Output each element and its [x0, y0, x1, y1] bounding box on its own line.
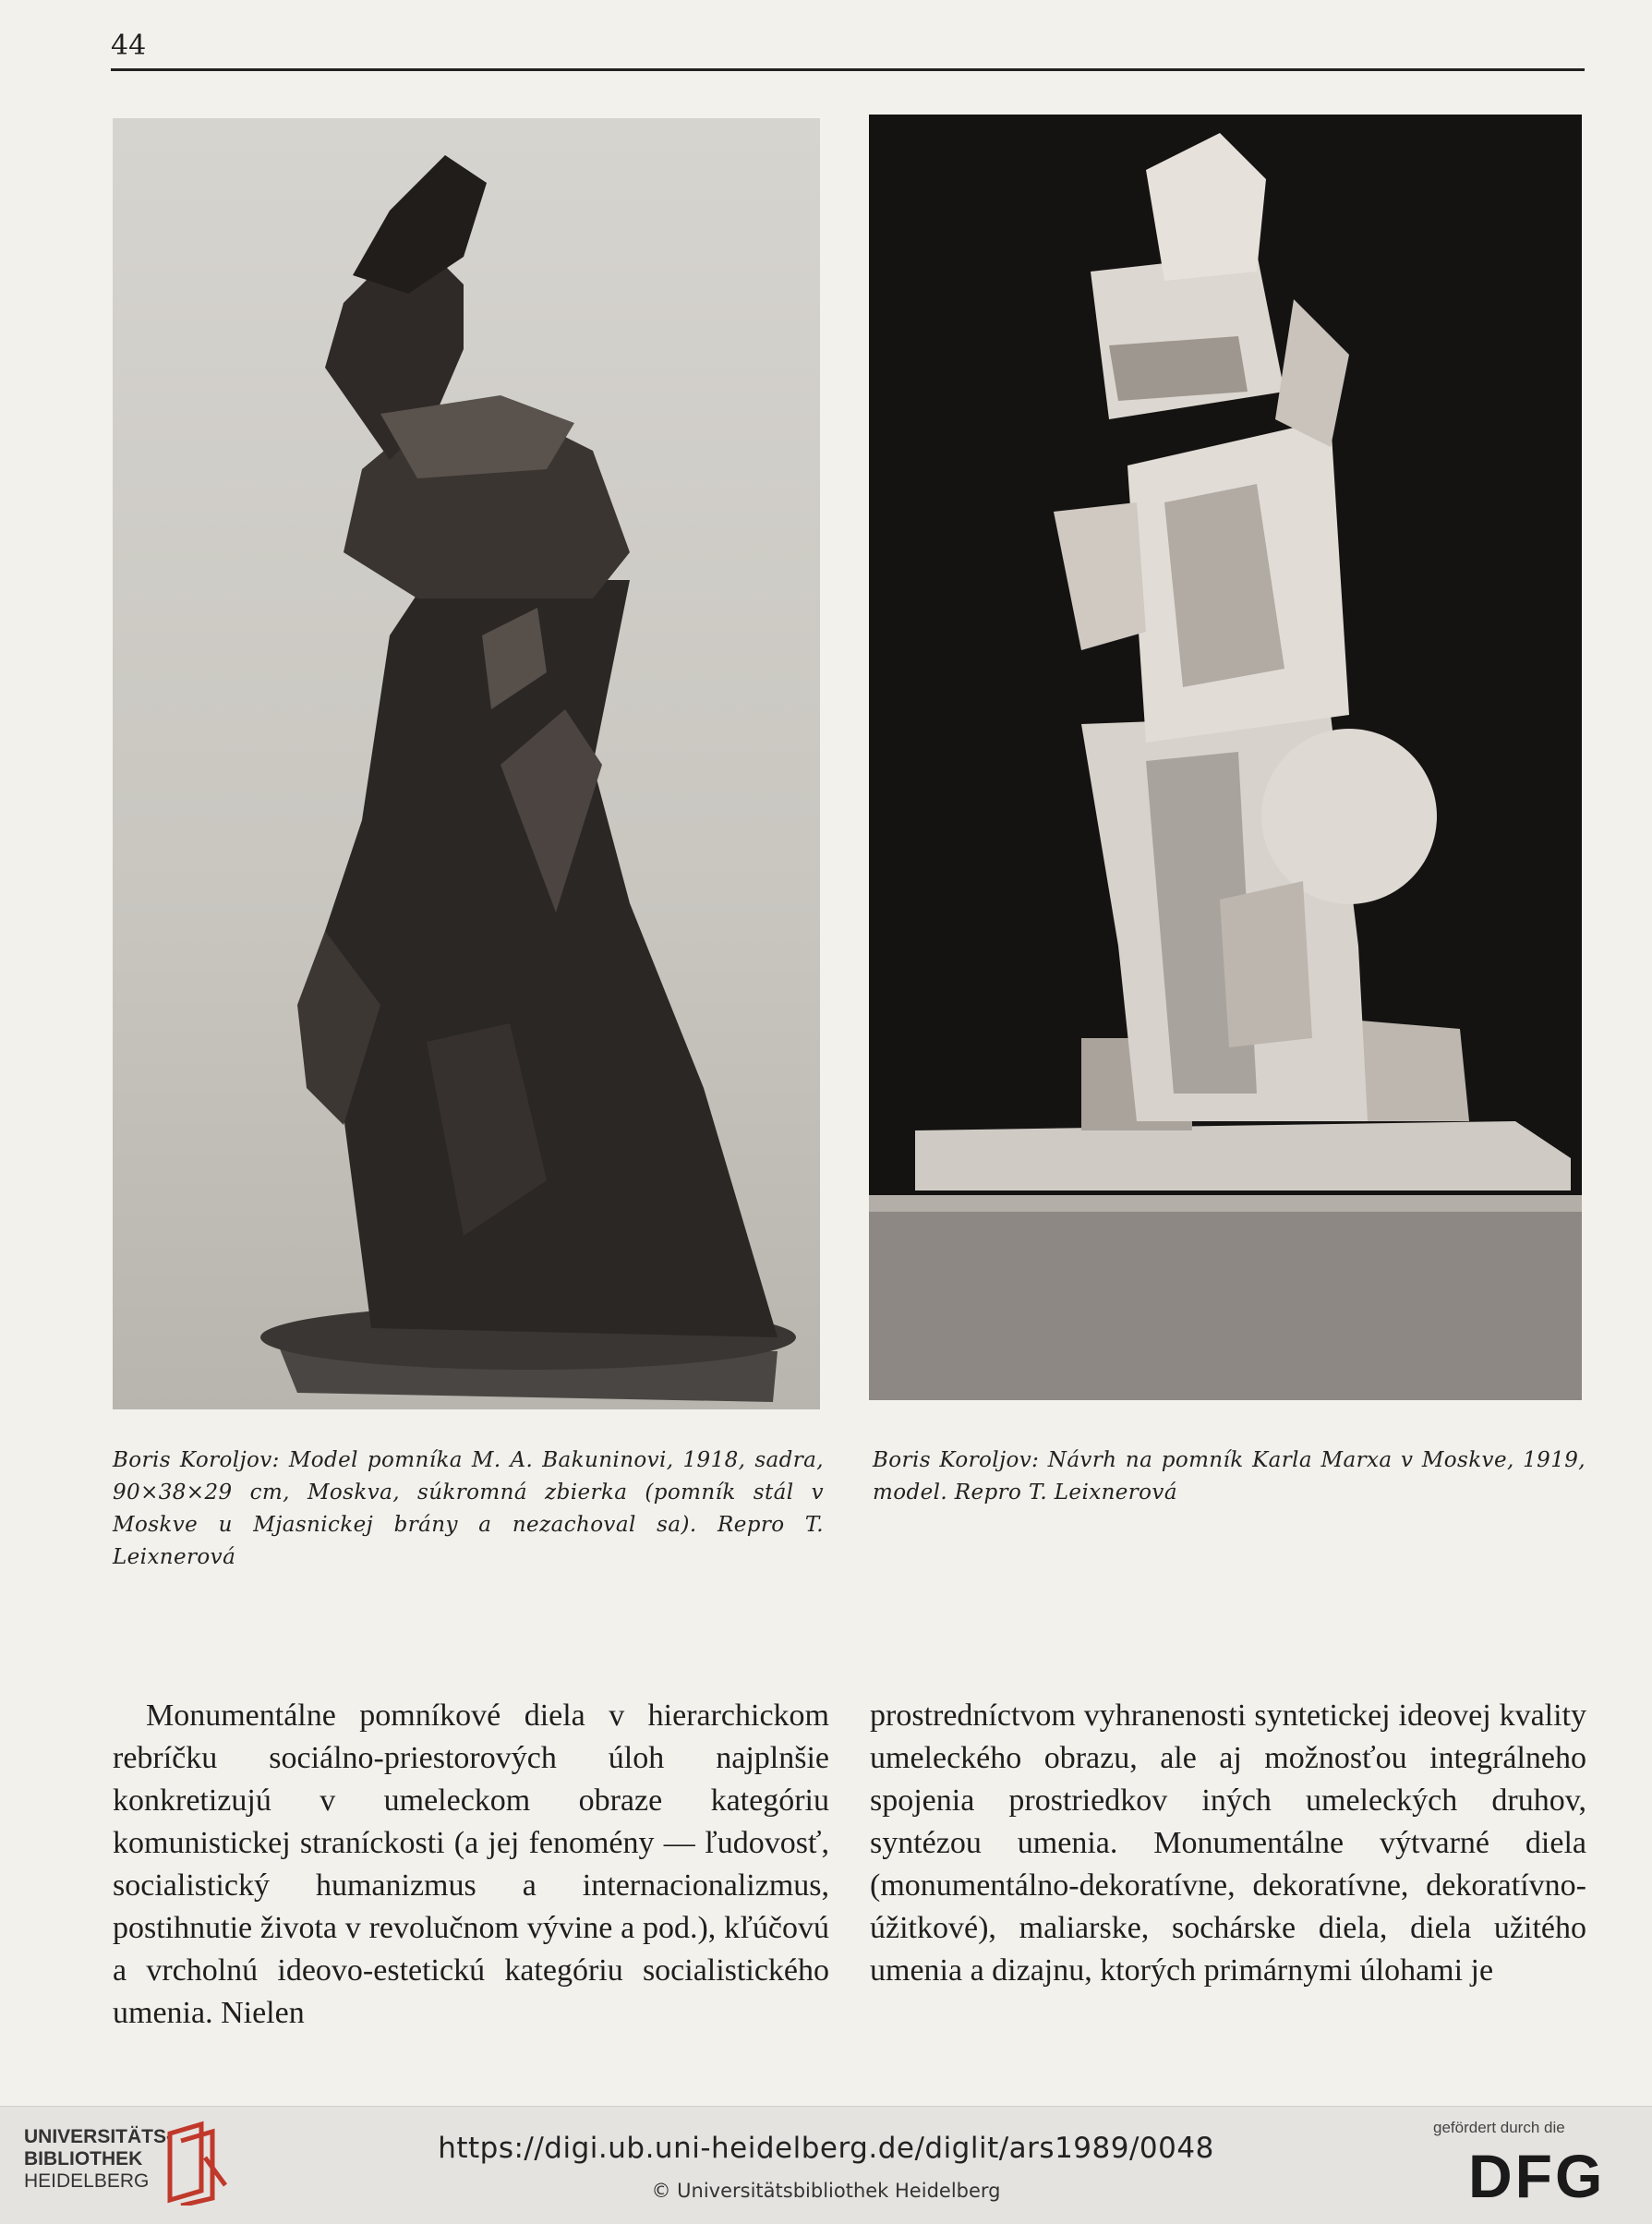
library-name-line: HEIDELBERG [24, 2170, 150, 2192]
library-name-line: UNIVERSITÄTS- [24, 2126, 174, 2147]
body-paragraph: prostredníctvom vyhranenosti syntetickej ideovej kvality umeleckého obrazu, ale aj možnosťou integrálneho spojenia prostriedkov iných umeleckých druhov, syntézou umenia. Monumentálne výtvarné diela (monumentálno-dekoratívne, dekoratívne, dekoratívno-úžitkové), maliarske, sochárske diela, diela užitého umenia a dizajnu, ktorých primárnymi úlohami je [870, 1698, 1586, 1988]
body-text-column-left [113, 1695, 829, 2035]
sculpture-photo-marx [869, 115, 1582, 1400]
copyright-notice: © Universitätsbibliothek Heidelberg [651, 2180, 1001, 2202]
source-url-link[interactable]: https://digi.ub.uni-heidelberg.de/diglit/ars1989/0048 [438, 2132, 1214, 2165]
figure-caption-left: Boris Koroljov: Model pomníka M. A. Bakuninovi, 1918, sadra, 90×38×29 cm, Moskva, súkromná zbierka (pomník stál v Moskve u Mjasnickej brány a nezachoval sa). Repro T. Leixnerová [113, 1448, 824, 1569]
funding-note: gefördert durch die [1433, 2119, 1565, 2136]
footer-bar [0, 2106, 1652, 2224]
body-text-column-right [870, 1695, 1586, 1992]
header-rule [111, 68, 1585, 71]
library-name-line: BIBLIOTHEK [24, 2148, 143, 2170]
dfg-logo[interactable]: DFG [1468, 2142, 1606, 2210]
sculpture-photo-bakunin [113, 118, 820, 1409]
page-number: 44 [111, 30, 147, 62]
body-paragraph: Monumentálne pomníkové diela v hierarchickom rebríčku sociálno-priestorových úloh najplnšie konkretizujú v umeleckom obraze kategóriu komunistickej straníckosti (a jej fenomény — ľudovosť, socialistický humanizmus a internacionalizmus, postihnutie života v revolučnom vývine a pod.), kľúčovú a vrcholnú ideovo-estetickú kategóriu socialistického umenia. Nielen [113, 1698, 829, 2030]
figure-caption-right: Boris Koroljov: Návrh na pomník Karla Marxa v Moskve, 1919, model. Repro T. Leixnerová [873, 1448, 1586, 1505]
